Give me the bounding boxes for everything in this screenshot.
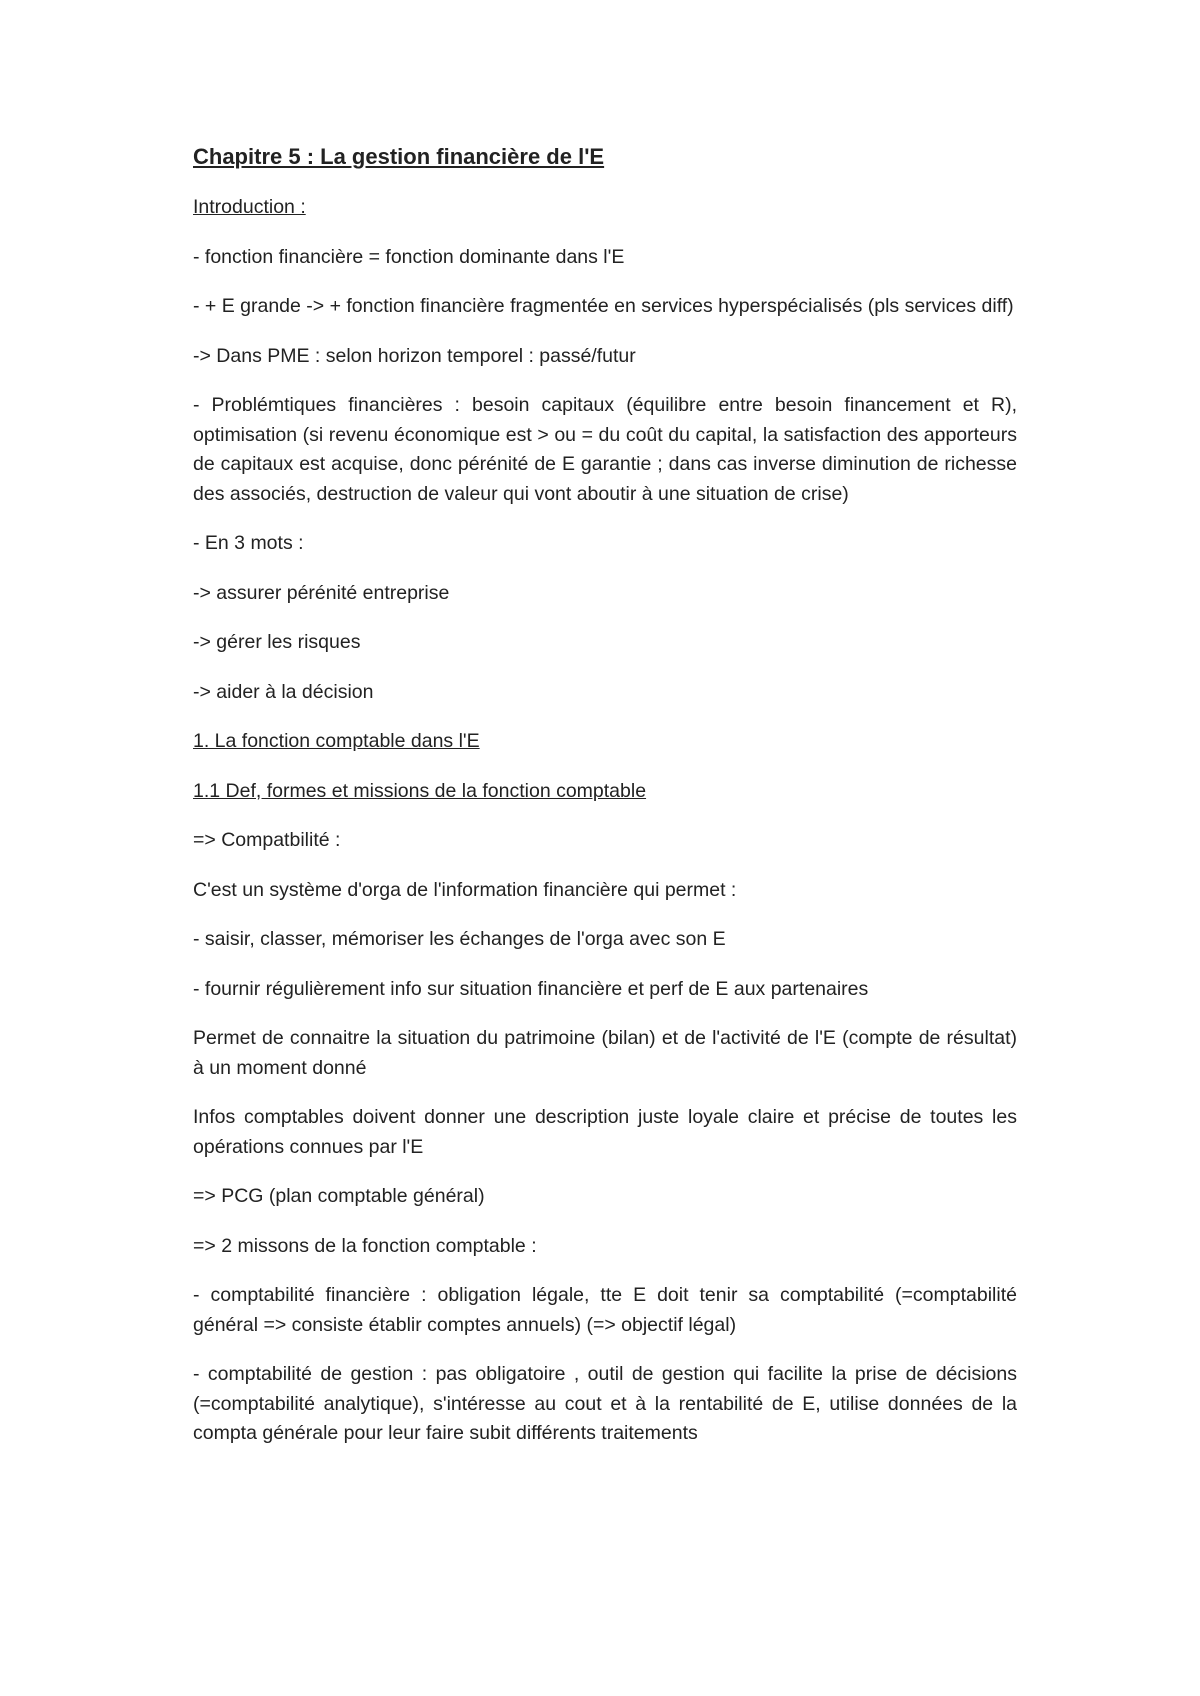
paragraph: -> aider à la décision <box>193 680 374 703</box>
page-title: Chapitre 5 : La gestion financière de l'E <box>193 144 605 169</box>
paragraph: Permet de connaitre la situation du patrimoine (bilan) et de l'activité de l'E (compte de résultat) à un moment donné <box>193 1027 1017 1079</box>
paragraph: => 2 missons de la fonction comptable : <box>193 1234 537 1257</box>
paragraph: - fournir régulièrement info sur situation financière et perf de E aux partenaires <box>193 977 869 1000</box>
paragraph: - Problémtiques financières : besoin capitaux (équilibre entre besoin financement et R), optimisation (si revenu économique est > ou = du coût du capital, la satisfaction des apporteurs de capitaux est acquise, donc pérénité de E garantie ; dans cas inverse diminution de richesse des associés, destruction de valeur qui vont aboutir à une situation de crise) <box>193 394 1017 505</box>
paragraph: - + E grande -> + fonction financière fragmentée en services hyperspécialisés (pls services diff) <box>193 295 1014 317</box>
paragraph: Infos comptables doivent donner une description juste loyale claire et précise de toutes les opérations connues par l'E <box>193 1106 1017 1158</box>
section-heading: 1. La fonction comptable dans l'E <box>193 730 480 752</box>
document-page <box>193 140 1017 1469</box>
paragraph: - En 3 mots : <box>193 532 304 554</box>
paragraph: - fonction financière = fonction dominante dans l'E <box>193 245 625 268</box>
paragraph: - comptabilité de gestion : pas obligatoire , outil de gestion qui facilite la prise de décisions (=comptabilité analytique), s'intéresse au cout et à la rentabilité de E, utilise données de la compta générale pour leur faire subit différents traitements <box>193 1363 1017 1444</box>
paragraph: - comptabilité financière : obligation légale, tte E doit tenir sa comptabilité (=comptabilité général => consiste établir comptes annuels) (=> objectif légal) <box>193 1284 1017 1336</box>
paragraph: -> assurer pérénité entreprise <box>193 581 450 604</box>
section-heading: 1.1 Def, formes et missions de la fonction comptable <box>193 779 647 802</box>
paragraph: C'est un système d'orga de l'information financière qui permet : <box>193 878 737 901</box>
paragraph: -> gérer les risques <box>193 631 361 653</box>
document-body <box>193 193 1017 1449</box>
paragraph: -> Dans PME : selon horizon temporel : passé/futur <box>193 344 636 367</box>
section-heading: Introduction : <box>193 196 306 218</box>
paragraph: => Compatbilité : <box>193 829 341 851</box>
paragraph: - saisir, classer, mémoriser les échanges de l'orga avec son E <box>193 928 726 950</box>
paragraph: => PCG (plan comptable général) <box>193 1185 485 1207</box>
